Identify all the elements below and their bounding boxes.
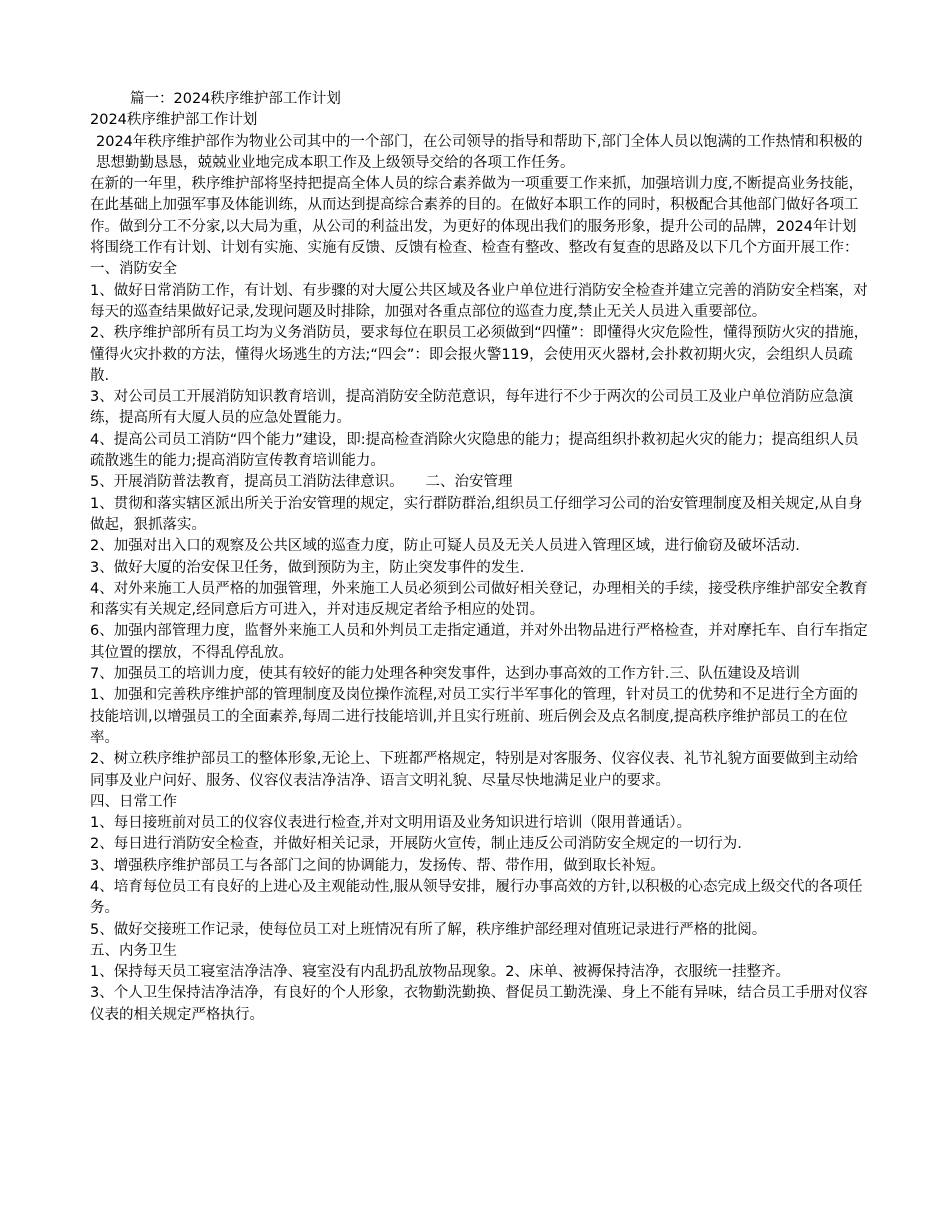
daily-item-3: 3、增强秩序维护部员工与各部门之间的协调能力，发扬传、帮、带作用，做到取长补短。 bbox=[90, 857, 665, 874]
security-item-6: 6、加强内部管理力度，监督外来施工人员和外判员工走指定通道，并对外出物品进行严格检查，并对摩托车、自行车指定其位置的摆放，不得乱停乱放。 bbox=[90, 623, 868, 661]
document-heading: 篇一：2024秩序维护部工作计划 bbox=[130, 91, 341, 107]
section-heading-daily-work: 四、日常工作 bbox=[90, 793, 177, 810]
security-item-1: 1、贯彻和落实辖区派出所关于治安管理的规定，实行群防群治,组织员工仔细学习公司的治安管理制度及相关规定,从自身做起，狠抓落实。 bbox=[90, 495, 863, 533]
security-item-2: 2、加强对出入口的观察及公共区域的巡查力度，防止可疑人员及无关人员进入管理区域，进行偷窃及破坏活动. bbox=[90, 538, 800, 555]
team-item-1: 1、加强和完善秩序维护部的管理制度及岗位操作流程,对员工实行半军事化的管理，针对员工的优势和不足进行全方面的技能培训,以增强员工的全面素养,每周二进行技能培训,并且实行班前、班后例会及点名制度,提高秩序维护部员工的在位率。 bbox=[90, 687, 858, 746]
intro-paragraph: 2024年秩序维护部作为物业公司其中的一个部门，在公司领导的指导和帮助下,部门全体人员以饱满的工作热情和积极的思想勤勤恳恳，兢兢业业地完成本职工作及上级领导交给的各项工作任务。 bbox=[96, 133, 863, 171]
security-item-4: 4、对外来施工人员严格的加强管理，外来施工人员必须到公司做好相关登记，办理相关的手续，接受秩序维护部安全教育和落实有关规定,经同意后方可进入，并对违反规定者给予相应的处罚。 bbox=[90, 580, 868, 619]
daily-item-4: 4、培育每位员工有良好的上进心及主观能动性,服从领导安排，履行办事高效的方针,以积极的心态完成上级交代的各项任务。 bbox=[90, 878, 863, 917]
fire-safety-item-3: 3、对公司员工开展消防知识教育培训，提高消防安全防范意识，每年进行不少于两次的公司员工及业户单位消防应急演练，提高所有大厦人员的应急处置能力。 bbox=[90, 389, 854, 427]
housekeeping-item-3: 3、个人卫生保持洁净洁净，有良好的个人形象，衣物勤洗勤换、督促员工勤洗澡、身上不能有异味，结合员工手册对仪容仪表的相关规定严格执行。 bbox=[90, 985, 868, 1023]
overview-paragraph: 在新的一年里，秩序维护部将坚持把提高全体人员的综合素养做为一项重要工作来抓，加强培训力度,不断提高业务技能，在此基础上加强军事及体能训练，从而达到提高综合素养的目的。在做好本职工作的同时，积极配合其他部门做好各项工作。做到分工不分家,以大局为重，从公司的利益出发，为更好的体现出我们的服务形象，提升公司的品牌，2024年计划将围绕工作有计划、计划有实施、实施有反馈、反馈有检查、检查有整改、整改有复查的思路及以下几个方面开展工作： 一、消防安全 bbox=[90, 176, 864, 278]
document-subheading: 2024秩序维护部工作计划 bbox=[90, 112, 258, 129]
daily-item-2: 2、每日进行消防安全检查，并做好相关记录，开展防火宣传，制止违反公司消防安全规定的一切行为. bbox=[90, 836, 742, 853]
document-body bbox=[90, 89, 870, 1026]
security-item-3: 3、做好大厦的治安保卫任务，做到预防为主，防止突发事件的发生. bbox=[90, 559, 525, 576]
section-heading-housekeeping: 五、内务卫生 bbox=[90, 942, 177, 959]
daily-item-5: 5、做好交接班工作记录，使每位员工对上班情况有所了解，秩序维护部经理对值班记录进行严格的批阅。 bbox=[90, 921, 767, 938]
fire-safety-item-1: 1、做好日常消防工作，有计划、有步骤的对大厦公共区域及各业户单位进行消防安全检查并建立完善的消防安全档案，对每天的巡查结果做好记录,发现问题及时排除，加强对各重点部位的巡查力度,禁止无关人员进入重要部位。 bbox=[90, 282, 868, 320]
fire-safety-item-4: 4、提高公司员工消防“四个能力”建设，即:提高检查消除火灾隐患的能力；提高组织扑救初起火灾的能力；提高组织人员疏散逃生的能力;提高消防宣传教育培训能力。 bbox=[90, 431, 859, 470]
daily-item-1: 1、每日接班前对员工的仪容仪表进行检查,并对文明用语及业务知识进行培训（限用普通话）。 bbox=[90, 815, 692, 832]
fire-safety-item-2: 2、秩序维护部所有员工均为义务消防员，要求每位在职员工必须做到“四懂”：即懂得火灾危险性，懂得预防火灾的措施，懂得火灾扑救的方法，懂得火场逃生的方法;“四会”：即会报火警119，会使用灭火器材,会扑救初期火灾，会组织人员疏散. bbox=[90, 325, 869, 384]
security-item-7: 7、加强员工的培训力度，使其有较好的能力处理各种突发事件，达到办事高效的工作方针.三、队伍建设及培训 bbox=[90, 666, 800, 683]
housekeeping-item-1: 1、保持每天员工寝室洁净洁净、寝室没有内乱扔乱放物品现象。2、床单、被褥保持洁净，衣服统一挂整齐。 bbox=[90, 964, 790, 981]
fire-safety-item-5: 5、开展消防普法教育，提高员工消防法律意识。 二、治安管理 bbox=[90, 474, 513, 491]
team-item-2: 2、树立秩序维护部员工的整体形象,无论上、下班都严格规定，特别是对客服务、仪容仪表、礼节礼貌方面要做到主动给同事及业户问好、服务、仪容仪表洁净洁净、语言文明礼貌、尽量尽快地满足业户的要求。 bbox=[90, 751, 858, 789]
